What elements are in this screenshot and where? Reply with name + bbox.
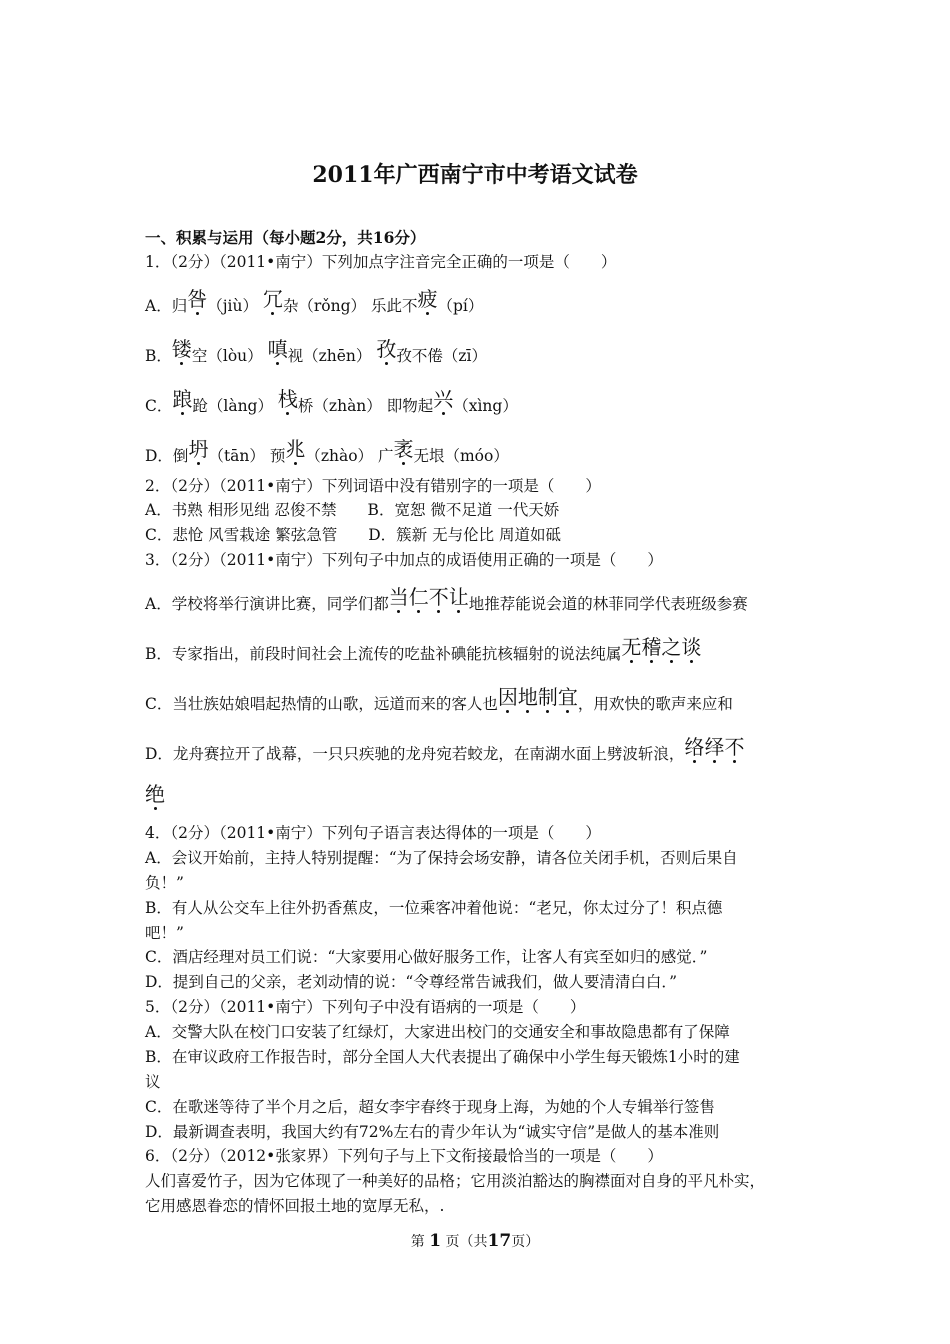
dotted-idiom [389,587,469,607]
total-pages: 17 [487,1231,512,1251]
q4-option-a: A．会议开始前，主持人特别提醒：“为了保持会场安静，请各位关闭手机，否则后果自 [145,849,738,867]
dotted-char: 宜 [557,685,578,709]
dotted-char: 谈 [681,635,702,659]
dotted-char: 镂 [171,337,192,361]
dotted-char: 栈 [277,387,298,411]
q5-option-b: B．在审议政府工作报告时，部分全国人大代表提出了确保中小学生每天锻炼1小时的建 [145,1048,740,1066]
question-3-stem: 3．（2分）（2011•南宁）下列句子中加点的成语使用正确的一项是（ ） [145,551,663,569]
dotted-idiom [621,637,701,657]
dotted-idiom [498,687,578,707]
dotted-char: 袤 [393,437,414,461]
dotted-char: 孜 [376,337,397,361]
q5-option-b-cont: 议 [145,1073,161,1091]
dotted-char: 坍 [188,437,209,461]
q4-option-d: D．提到自己的父亲，老刘动情的说：“令尊经常告诫我们，做人要清清白白．” [145,973,678,991]
dotted-char: 不 [428,585,449,609]
dotted-char: 疲 [417,287,438,311]
page-footer: 第 1 页（共17页） [410,1231,540,1251]
dotted-char: 嗔 [267,337,288,361]
dotted-char: 之 [661,635,682,659]
q4-option-b-cont: 吧！” [145,924,184,942]
q2-options-cd: C．悲怆 风雪栽途 繁弦急管 D．簇新 无与伦比 周道如砥 [145,526,561,544]
q4-option-b: B．有人从公交车上往外扔香蕉皮，一位乘客冲着他说：“老兄，你太过分了！积点德 [145,899,723,917]
q5-option-a: A．交警大队在校门口安装了红绿灯，大家进出校门的交通安全和事故隐患都有了保障 [145,1023,730,1041]
dotted-char: 绝 [145,782,165,806]
page-title: 2011年广西南宁市中考语文试卷 [312,162,638,188]
question-2-stem: 2．（2分）（2011•南宁）下列词语中没有错别字的一项是（ ） [145,477,601,495]
q2-options-ab: A．书熟 相形见绌 忍俊不禁 B．宽恕 微不足道 一代天娇 [145,501,560,519]
q3-option-d-cont [145,784,165,811]
q3-option-c: C．当壮族姑娘唱起热情的山歌，远道而来的客人也因地制宜，用欢快的歌声来应和 [145,685,733,713]
q4-option-a-cont: 负！” [145,874,184,892]
dotted-char: 因 [497,685,518,709]
section-heading: 一、积累与运用（每小题2分，共16分） [145,228,426,247]
q5-option-c: C．在歌迷等待了半个月之后，超女李宇春终于现身上海，为她的个人专辑举行签售 [145,1098,715,1116]
dotted-char: 绎 [704,735,725,759]
q5-option-d: D．最新调查表明，我国大约有72%左右的青少年认为“诚实守信”是做人的基本准则 [145,1123,720,1141]
q3-option-d: D．龙舟赛拉开了战幕，一只只疾驰的龙舟宛若蛟龙，在南湖水面上劈波斩浪，络绎不 [145,735,745,763]
dotted-char: 兆 [285,437,306,461]
dotted-char: 兴 [433,387,454,411]
q1-option-b: B．镂空（lòu） 嗔视（zhēn） 孜孜不倦（zī） [145,337,487,365]
q4-option-c: C．酒店经理对员工们说：“大家要用心做好服务工作，让客人有宾至如归的感觉．” [145,948,708,966]
q1-option-c: C．踉跄（làng） 栈桥（zhàn） 即物起兴（xìng） [145,387,518,415]
dotted-idiom [684,737,744,757]
dotted-char: 无 [621,635,642,659]
question-4-stem: 4．（2分）（2011•南宁）下列句子语言表达得体的一项是（ ） [145,824,601,842]
dotted-idiom [145,784,165,804]
dotted-char: 让 [448,585,469,609]
dotted-char: 制 [537,685,558,709]
dotted-char: 络 [684,735,705,759]
question-5-stem: 5．（2分）（2011•南宁）下列句子中没有语病的一项是（ ） [145,998,586,1016]
q1-option-d: D．倒坍（tān） 预兆（zhào） 广袤无垠（móo） [145,437,509,465]
dotted-char: 踉 [172,387,193,411]
q6-passage-line-2: 它用感恩眷恋的情怀回报土地的宽厚无私，. [145,1197,445,1215]
q3-option-a: A．学校将举行演讲比赛，同学们都当仁不让地推荐能说会道的林菲同学代表班级参赛 [145,585,748,613]
q3-option-b: B．专家指出，前段时间社会上流传的吃盐补碘能抗核辐射的说法纯属无稽之谈 [145,635,702,663]
dotted-char: 不 [724,735,745,759]
dotted-char: 仁 [408,585,429,609]
dotted-char: 地 [517,685,538,709]
page-number: 1 [429,1231,442,1251]
dotted-char: 当 [388,585,409,609]
question-1-stem: 1．（2分）（2011•南宁）下列加点字注音完全正确的一项是（ ） [145,253,617,271]
dotted-char: 咎 [187,287,208,311]
dotted-char: 冗 [262,287,283,311]
q6-passage-line-1: 人们喜爱竹子，因为它体现了一种美好的品格；它用淡泊豁达的胸襟面对自身的平凡朴实， [145,1172,766,1190]
question-6-stem: 6．（2分）（2012•张家界）下列句子与上下文衔接最恰当的一项是（ ） [145,1147,663,1165]
q1-option-a: A．归咎（jiù） 冗杂（rǒng） 乐此不疲（pí） [145,287,484,315]
dotted-char: 稽 [641,635,662,659]
